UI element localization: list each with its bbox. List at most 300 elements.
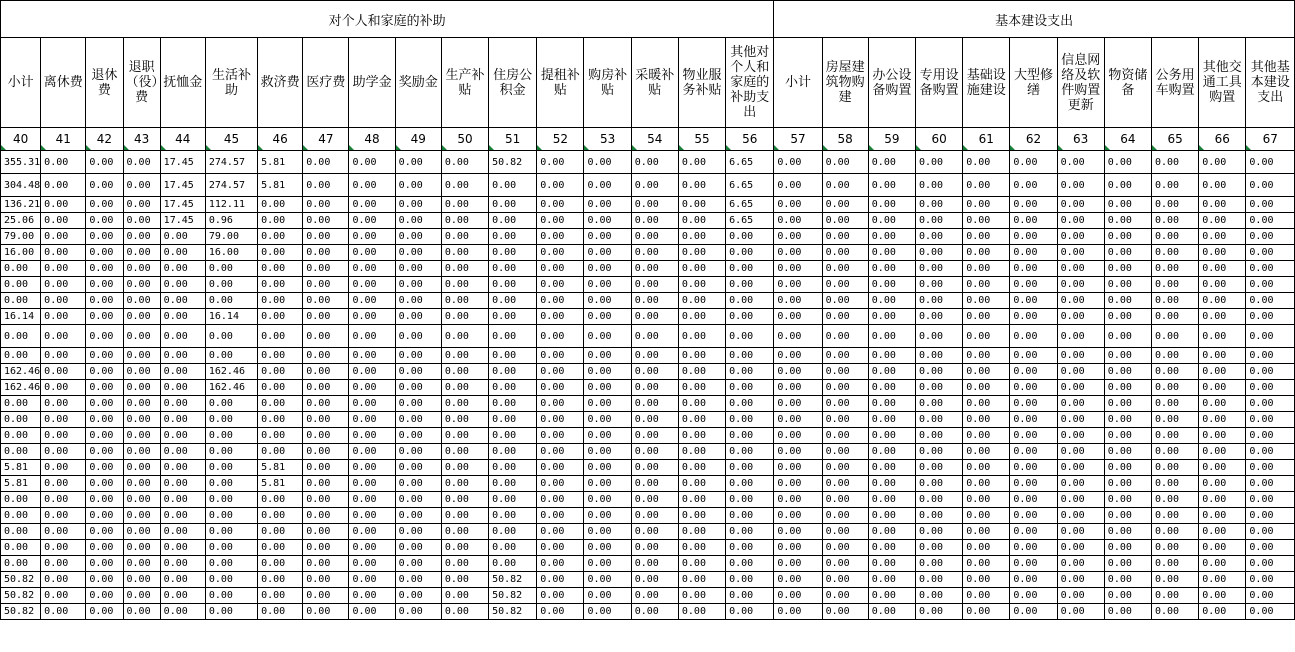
data-cell[interactable]: 0.00	[441, 309, 488, 325]
data-cell[interactable]: 0.00	[726, 428, 774, 444]
column-header-45[interactable]: 生活补助	[205, 38, 257, 128]
data-cell[interactable]: 0.00	[1199, 213, 1246, 229]
data-cell[interactable]: 0.00	[258, 444, 303, 460]
column-number-cell[interactable]	[915, 128, 962, 151]
column-header-57[interactable]: 小计	[774, 38, 822, 128]
data-cell[interactable]: 0.00	[1246, 364, 1295, 380]
data-cell[interactable]: 0.00	[41, 412, 86, 428]
data-cell[interactable]: 0.00	[1010, 444, 1057, 460]
data-cell[interactable]: 0.00	[584, 396, 631, 412]
data-cell[interactable]: 5.81	[258, 476, 303, 492]
data-cell[interactable]: 0.00	[537, 380, 584, 396]
data-cell[interactable]: 5.81	[258, 174, 303, 197]
data-cell[interactable]: 0.00	[774, 412, 822, 428]
data-cell[interactable]: 0.00	[963, 492, 1010, 508]
data-cell[interactable]: 0.00	[1104, 197, 1151, 213]
data-cell[interactable]: 0.00	[822, 524, 868, 540]
column-number-cell[interactable]	[1010, 128, 1057, 151]
data-cell[interactable]: 0.00	[1199, 348, 1246, 364]
column-header-54[interactable]: 采暖补贴	[631, 38, 678, 128]
data-cell[interactable]: 0.00	[41, 151, 86, 174]
data-cell[interactable]: 0.00	[915, 572, 962, 588]
data-cell[interactable]: 0.00	[915, 261, 962, 277]
data-cell[interactable]: 0.00	[1010, 492, 1057, 508]
data-cell[interactable]: 0.00	[631, 293, 678, 309]
data-cell[interactable]: 0.96	[205, 213, 257, 229]
data-cell[interactable]: 0.00	[258, 213, 303, 229]
data-cell[interactable]: 0.00	[868, 428, 915, 444]
data-cell[interactable]: 0.00	[303, 444, 349, 460]
data-cell[interactable]: 0.00	[1010, 476, 1057, 492]
data-cell[interactable]: 0.00	[631, 364, 678, 380]
data-cell[interactable]: 0.00	[822, 460, 868, 476]
data-cell[interactable]: 0.00	[963, 540, 1010, 556]
data-cell[interactable]: 0.00	[584, 460, 631, 476]
data-cell[interactable]: 0.00	[774, 540, 822, 556]
data-cell[interactable]: 0.00	[441, 524, 488, 540]
data-cell[interactable]: 0.00	[1057, 396, 1104, 412]
data-cell[interactable]: 0.00	[349, 229, 395, 245]
data-cell[interactable]: 0.00	[303, 508, 349, 524]
data-cell[interactable]: 0.00	[584, 508, 631, 524]
data-cell[interactable]: 0.00	[1152, 604, 1199, 620]
data-cell[interactable]: 0.00	[868, 348, 915, 364]
data-cell[interactable]: 0.00	[584, 151, 631, 174]
data-cell[interactable]: 0.00	[441, 396, 488, 412]
data-cell[interactable]: 0.00	[868, 588, 915, 604]
data-cell[interactable]: 0.00	[726, 277, 774, 293]
column-number-cell[interactable]	[441, 128, 488, 151]
data-cell[interactable]: 16.00	[1, 245, 41, 261]
data-cell[interactable]: 0.00	[678, 229, 725, 245]
data-cell[interactable]: 0.00	[726, 572, 774, 588]
data-cell[interactable]: 0.00	[1057, 197, 1104, 213]
data-cell[interactable]: 0.00	[41, 492, 86, 508]
data-cell[interactable]: 0.00	[868, 293, 915, 309]
data-cell[interactable]: 17.45	[160, 197, 205, 213]
data-cell[interactable]: 0.00	[822, 229, 868, 245]
data-cell[interactable]: 0.00	[123, 309, 160, 325]
column-number-cell[interactable]	[868, 128, 915, 151]
data-cell[interactable]: 0.00	[349, 540, 395, 556]
data-cell[interactable]: 0.00	[822, 309, 868, 325]
data-cell[interactable]: 0.00	[1152, 213, 1199, 229]
data-cell[interactable]: 0.00	[631, 572, 678, 588]
data-cell[interactable]: 0.00	[774, 197, 822, 213]
data-cell[interactable]: 0.00	[584, 309, 631, 325]
data-cell[interactable]: 0.00	[726, 348, 774, 364]
data-cell[interactable]: 0.00	[349, 460, 395, 476]
column-header-52[interactable]: 提租补贴	[537, 38, 584, 128]
data-cell[interactable]: 0.00	[1152, 540, 1199, 556]
data-cell[interactable]: 0.00	[631, 604, 678, 620]
column-header-42[interactable]: 退休费	[86, 38, 123, 128]
data-cell[interactable]: 0.00	[915, 524, 962, 540]
data-cell[interactable]: 0.00	[489, 229, 537, 245]
data-cell[interactable]: 0.00	[1152, 261, 1199, 277]
data-cell[interactable]: 0.00	[915, 151, 962, 174]
data-cell[interactable]: 0.00	[349, 348, 395, 364]
data-cell[interactable]: 0.00	[258, 396, 303, 412]
data-cell[interactable]: 0.00	[868, 277, 915, 293]
data-cell[interactable]: 0.00	[1010, 428, 1057, 444]
data-cell[interactable]: 0.00	[303, 309, 349, 325]
data-cell[interactable]: 0.00	[537, 476, 584, 492]
data-cell[interactable]: 0.00	[86, 348, 123, 364]
data-cell[interactable]: 0.00	[1246, 213, 1295, 229]
data-cell[interactable]: 0.00	[1152, 508, 1199, 524]
data-cell[interactable]: 0.00	[205, 476, 257, 492]
column-header-48[interactable]: 助学金	[349, 38, 395, 128]
data-cell[interactable]: 0.00	[868, 151, 915, 174]
data-cell[interactable]: 0.00	[915, 197, 962, 213]
data-cell[interactable]: 0.00	[1199, 396, 1246, 412]
data-cell[interactable]: 0.00	[631, 197, 678, 213]
data-cell[interactable]: 0.00	[41, 261, 86, 277]
data-cell[interactable]: 79.00	[1, 229, 41, 245]
data-cell[interactable]: 0.00	[1010, 508, 1057, 524]
data-cell[interactable]: 0.00	[258, 588, 303, 604]
data-cell[interactable]: 0.00	[441, 229, 488, 245]
data-cell[interactable]: 0.00	[1, 277, 41, 293]
data-cell[interactable]: 0.00	[1246, 245, 1295, 261]
data-cell[interactable]: 0.00	[1152, 492, 1199, 508]
data-cell[interactable]: 0.00	[822, 396, 868, 412]
data-cell[interactable]: 5.81	[258, 151, 303, 174]
data-cell[interactable]: 0.00	[868, 556, 915, 572]
data-cell[interactable]: 0.00	[395, 428, 441, 444]
data-cell[interactable]: 0.00	[41, 588, 86, 604]
data-cell[interactable]: 0.00	[963, 476, 1010, 492]
data-cell[interactable]: 0.00	[160, 309, 205, 325]
data-cell[interactable]: 0.00	[868, 524, 915, 540]
data-cell[interactable]: 0.00	[537, 412, 584, 428]
data-cell[interactable]: 0.00	[774, 556, 822, 572]
data-cell[interactable]: 0.00	[631, 380, 678, 396]
column-header-58[interactable]: 房屋建筑物购建	[822, 38, 868, 128]
data-cell[interactable]: 0.00	[774, 508, 822, 524]
data-cell[interactable]: 0.00	[1152, 556, 1199, 572]
data-cell[interactable]: 0.00	[160, 348, 205, 364]
data-cell[interactable]: 0.00	[584, 213, 631, 229]
data-cell[interactable]: 0.00	[86, 380, 123, 396]
data-cell[interactable]: 0.00	[160, 412, 205, 428]
data-cell[interactable]: 0.00	[41, 556, 86, 572]
data-cell[interactable]: 0.00	[123, 229, 160, 245]
data-cell[interactable]: 0.00	[963, 556, 1010, 572]
data-cell[interactable]: 0.00	[678, 245, 725, 261]
data-cell[interactable]: 0.00	[1104, 309, 1151, 325]
data-cell[interactable]: 0.00	[1199, 604, 1246, 620]
data-cell[interactable]: 0.00	[303, 380, 349, 396]
data-cell[interactable]: 0.00	[584, 492, 631, 508]
data-cell[interactable]: 0.00	[41, 293, 86, 309]
data-cell[interactable]: 0.00	[868, 460, 915, 476]
data-cell[interactable]: 0.00	[86, 277, 123, 293]
data-cell[interactable]: 0.00	[123, 293, 160, 309]
data-cell[interactable]: 162.46	[205, 364, 257, 380]
data-cell[interactable]: 0.00	[489, 348, 537, 364]
data-cell[interactable]: 0.00	[258, 229, 303, 245]
data-cell[interactable]: 0.00	[774, 572, 822, 588]
data-cell[interactable]: 0.00	[395, 572, 441, 588]
column-number-cell[interactable]	[41, 128, 86, 151]
data-cell[interactable]: 0.00	[123, 174, 160, 197]
data-cell[interactable]: 0.00	[395, 325, 441, 348]
data-cell[interactable]: 0.00	[1152, 229, 1199, 245]
data-cell[interactable]: 0.00	[303, 556, 349, 572]
data-cell[interactable]: 0.00	[489, 396, 537, 412]
data-cell[interactable]: 0.00	[1057, 412, 1104, 428]
data-cell[interactable]: 0.00	[915, 444, 962, 460]
data-cell[interactable]: 6.65	[726, 197, 774, 213]
data-cell[interactable]: 0.00	[774, 380, 822, 396]
data-cell[interactable]: 0.00	[395, 197, 441, 213]
data-cell[interactable]: 0.00	[726, 588, 774, 604]
data-cell[interactable]: 0.00	[1010, 380, 1057, 396]
data-cell[interactable]: 0.00	[1152, 174, 1199, 197]
data-cell[interactable]: 0.00	[349, 556, 395, 572]
data-cell[interactable]: 0.00	[441, 348, 488, 364]
data-cell[interactable]: 0.00	[631, 556, 678, 572]
data-cell[interactable]: 0.00	[258, 261, 303, 277]
data-cell[interactable]: 0.00	[1104, 261, 1151, 277]
data-cell[interactable]: 0.00	[678, 364, 725, 380]
data-cell[interactable]: 0.00	[303, 364, 349, 380]
data-cell[interactable]: 0.00	[1010, 588, 1057, 604]
data-cell[interactable]: 0.00	[915, 325, 962, 348]
data-cell[interactable]: 0.00	[1, 556, 41, 572]
data-cell[interactable]: 0.00	[774, 348, 822, 364]
data-cell[interactable]: 0.00	[915, 348, 962, 364]
data-cell[interactable]: 0.00	[963, 572, 1010, 588]
data-cell[interactable]: 0.00	[441, 261, 488, 277]
data-cell[interactable]: 0.00	[205, 508, 257, 524]
data-cell[interactable]: 0.00	[726, 229, 774, 245]
data-cell[interactable]: 0.00	[1199, 364, 1246, 380]
data-cell[interactable]: 0.00	[1104, 245, 1151, 261]
data-cell[interactable]: 0.00	[86, 444, 123, 460]
data-cell[interactable]: 0.00	[963, 229, 1010, 245]
data-cell[interactable]: 0.00	[822, 245, 868, 261]
data-cell[interactable]: 0.00	[1057, 588, 1104, 604]
data-cell[interactable]: 0.00	[1152, 197, 1199, 213]
data-cell[interactable]: 0.00	[1010, 396, 1057, 412]
data-cell[interactable]: 0.00	[915, 588, 962, 604]
column-header-60[interactable]: 专用设备购置	[915, 38, 962, 128]
data-cell[interactable]: 0.00	[1057, 604, 1104, 620]
column-header-49[interactable]: 奖励金	[395, 38, 441, 128]
data-cell[interactable]: 0.00	[868, 245, 915, 261]
data-cell[interactable]: 0.00	[1010, 277, 1057, 293]
data-cell[interactable]: 0.00	[1057, 174, 1104, 197]
data-cell[interactable]: 0.00	[41, 540, 86, 556]
data-cell[interactable]: 0.00	[86, 174, 123, 197]
data-cell[interactable]: 0.00	[678, 460, 725, 476]
data-cell[interactable]: 0.00	[395, 380, 441, 396]
data-cell[interactable]: 0.00	[349, 245, 395, 261]
data-cell[interactable]: 0.00	[726, 540, 774, 556]
data-cell[interactable]: 0.00	[160, 556, 205, 572]
data-cell[interactable]: 0.00	[1246, 293, 1295, 309]
data-cell[interactable]: 0.00	[303, 396, 349, 412]
data-cell[interactable]: 0.00	[441, 197, 488, 213]
column-number-cell[interactable]	[1152, 128, 1199, 151]
column-header-65[interactable]: 公务用车购置	[1152, 38, 1199, 128]
data-cell[interactable]: 0.00	[1057, 309, 1104, 325]
data-cell[interactable]: 0.00	[774, 325, 822, 348]
data-cell[interactable]: 0.00	[303, 572, 349, 588]
data-cell[interactable]: 0.00	[303, 277, 349, 293]
data-cell[interactable]: 0.00	[1152, 412, 1199, 428]
data-cell[interactable]: 0.00	[915, 364, 962, 380]
data-cell[interactable]: 0.00	[489, 325, 537, 348]
data-cell[interactable]: 0.00	[123, 213, 160, 229]
data-cell[interactable]: 0.00	[395, 508, 441, 524]
data-cell[interactable]: 0.00	[303, 229, 349, 245]
data-cell[interactable]: 0.00	[205, 293, 257, 309]
data-cell[interactable]: 0.00	[963, 197, 1010, 213]
data-cell[interactable]: 0.00	[160, 380, 205, 396]
data-cell[interactable]: 0.00	[441, 460, 488, 476]
data-cell[interactable]: 0.00	[441, 476, 488, 492]
data-cell[interactable]: 0.00	[678, 174, 725, 197]
data-cell[interactable]: 0.00	[774, 604, 822, 620]
data-cell[interactable]: 0.00	[822, 572, 868, 588]
data-cell[interactable]: 0.00	[774, 396, 822, 412]
data-cell[interactable]: 0.00	[963, 325, 1010, 348]
data-cell[interactable]: 0.00	[86, 556, 123, 572]
data-cell[interactable]: 0.00	[1246, 229, 1295, 245]
data-cell[interactable]: 0.00	[1104, 604, 1151, 620]
data-cell[interactable]: 0.00	[822, 428, 868, 444]
data-cell[interactable]: 0.00	[489, 213, 537, 229]
data-cell[interactable]: 5.81	[1, 476, 41, 492]
data-cell[interactable]: 0.00	[303, 245, 349, 261]
data-cell[interactable]: 0.00	[258, 197, 303, 213]
data-cell[interactable]: 0.00	[160, 508, 205, 524]
data-cell[interactable]: 0.00	[537, 213, 584, 229]
data-cell[interactable]: 0.00	[1246, 524, 1295, 540]
data-cell[interactable]: 0.00	[160, 325, 205, 348]
data-cell[interactable]: 0.00	[1, 428, 41, 444]
data-cell[interactable]: 0.00	[303, 588, 349, 604]
data-cell[interactable]: 0.00	[205, 261, 257, 277]
data-cell[interactable]: 304.48	[1, 174, 41, 197]
data-cell[interactable]: 0.00	[868, 213, 915, 229]
data-cell[interactable]: 0.00	[678, 540, 725, 556]
data-cell[interactable]: 0.00	[41, 245, 86, 261]
data-cell[interactable]: 0.00	[678, 261, 725, 277]
data-cell[interactable]: 0.00	[726, 556, 774, 572]
data-cell[interactable]: 16.00	[205, 245, 257, 261]
data-cell[interactable]: 0.00	[631, 412, 678, 428]
data-cell[interactable]: 0.00	[160, 476, 205, 492]
data-cell[interactable]: 0.00	[537, 151, 584, 174]
data-cell[interactable]: 0.00	[631, 261, 678, 277]
data-cell[interactable]: 0.00	[123, 245, 160, 261]
data-cell[interactable]: 0.00	[258, 380, 303, 396]
data-cell[interactable]: 0.00	[726, 460, 774, 476]
column-number-cell[interactable]	[205, 128, 257, 151]
data-cell[interactable]: 6.65	[726, 151, 774, 174]
column-header-67[interactable]: 其他基本建设支出	[1246, 38, 1295, 128]
data-cell[interactable]: 0.00	[678, 476, 725, 492]
data-cell[interactable]: 162.46	[205, 380, 257, 396]
column-header-56[interactable]: 其他对个人和家庭的补助支出	[726, 38, 774, 128]
data-cell[interactable]: 0.00	[868, 492, 915, 508]
data-cell[interactable]: 0.00	[1104, 412, 1151, 428]
data-cell[interactable]: 0.00	[258, 325, 303, 348]
data-cell[interactable]: 0.00	[678, 604, 725, 620]
data-cell[interactable]: 0.00	[41, 460, 86, 476]
data-cell[interactable]: 0.00	[631, 460, 678, 476]
data-cell[interactable]: 0.00	[441, 245, 488, 261]
data-cell[interactable]: 0.00	[868, 412, 915, 428]
data-cell[interactable]: 0.00	[303, 293, 349, 309]
data-cell[interactable]: 0.00	[726, 444, 774, 460]
data-cell[interactable]: 0.00	[258, 412, 303, 428]
data-cell[interactable]: 0.00	[1152, 460, 1199, 476]
data-cell[interactable]: 0.00	[1104, 428, 1151, 444]
data-cell[interactable]: 0.00	[41, 325, 86, 348]
data-cell[interactable]: 0.00	[349, 213, 395, 229]
column-number-cell[interactable]	[726, 128, 774, 151]
data-cell[interactable]: 0.00	[584, 197, 631, 213]
data-cell[interactable]: 0.00	[1057, 524, 1104, 540]
column-number-cell[interactable]	[489, 128, 537, 151]
data-cell[interactable]: 0.00	[726, 261, 774, 277]
data-cell[interactable]: 0.00	[1246, 348, 1295, 364]
data-cell[interactable]: 0.00	[915, 309, 962, 325]
data-cell[interactable]: 0.00	[1057, 325, 1104, 348]
data-cell[interactable]: 0.00	[822, 380, 868, 396]
data-cell[interactable]: 0.00	[915, 556, 962, 572]
data-cell[interactable]: 0.00	[160, 261, 205, 277]
data-cell[interactable]: 0.00	[489, 460, 537, 476]
data-cell[interactable]: 25.06	[1, 213, 41, 229]
data-cell[interactable]: 0.00	[160, 364, 205, 380]
column-header-47[interactable]: 医疗费	[303, 38, 349, 128]
data-cell[interactable]: 0.00	[441, 174, 488, 197]
data-cell[interactable]: 0.00	[1, 492, 41, 508]
column-header-64[interactable]: 物资储备	[1104, 38, 1151, 128]
data-cell[interactable]: 0.00	[123, 588, 160, 604]
data-cell[interactable]: 0.00	[160, 572, 205, 588]
data-cell[interactable]: 0.00	[123, 364, 160, 380]
data-cell[interactable]: 0.00	[726, 325, 774, 348]
data-cell[interactable]: 0.00	[678, 444, 725, 460]
data-cell[interactable]: 0.00	[963, 277, 1010, 293]
data-cell[interactable]: 162.46	[1, 380, 41, 396]
data-cell[interactable]: 0.00	[1246, 380, 1295, 396]
data-cell[interactable]: 0.00	[489, 556, 537, 572]
data-cell[interactable]: 0.00	[868, 380, 915, 396]
data-cell[interactable]: 0.00	[822, 174, 868, 197]
data-cell[interactable]: 0.00	[86, 460, 123, 476]
data-cell[interactable]: 0.00	[86, 151, 123, 174]
data-cell[interactable]: 0.00	[41, 524, 86, 540]
data-cell[interactable]: 0.00	[395, 364, 441, 380]
column-header-53[interactable]: 购房补贴	[584, 38, 631, 128]
data-cell[interactable]: 0.00	[678, 325, 725, 348]
data-cell[interactable]: 0.00	[1246, 572, 1295, 588]
data-cell[interactable]: 0.00	[726, 476, 774, 492]
data-cell[interactable]: 0.00	[631, 213, 678, 229]
data-cell[interactable]: 0.00	[441, 572, 488, 588]
data-cell[interactable]: 0.00	[41, 364, 86, 380]
data-cell[interactable]: 0.00	[1246, 492, 1295, 508]
